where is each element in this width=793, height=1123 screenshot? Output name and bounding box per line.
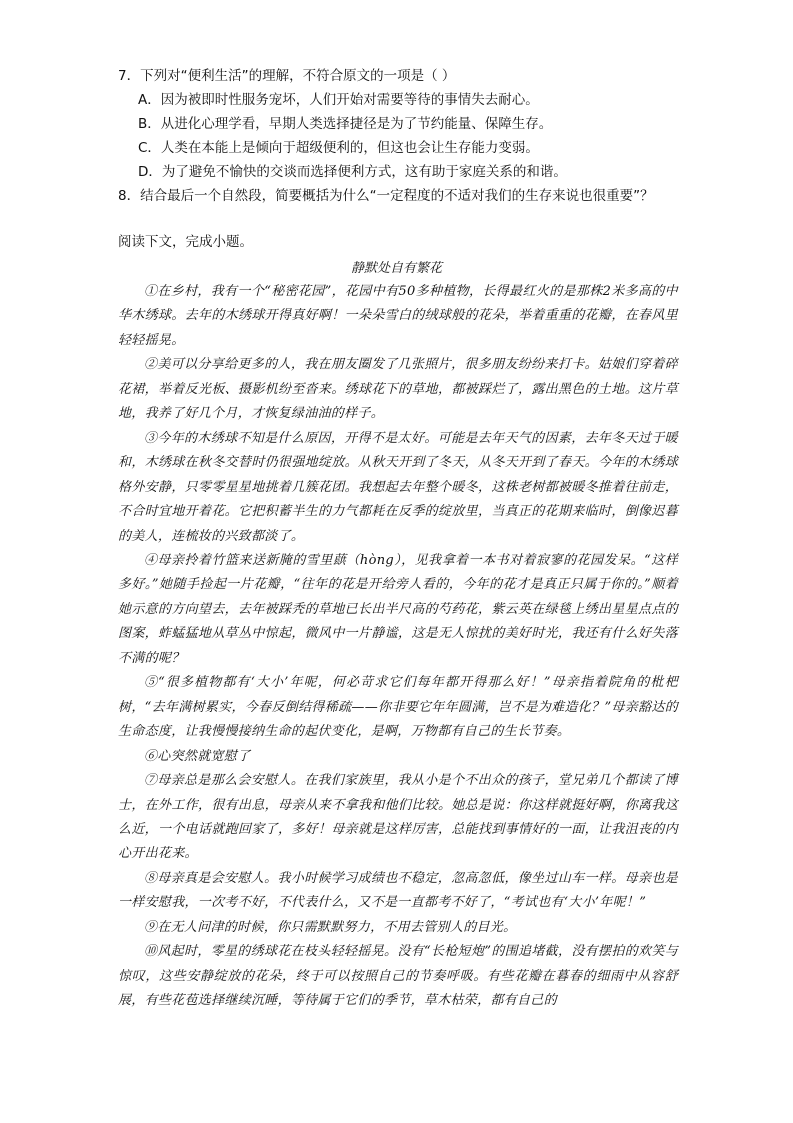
question-7-option-d: D．为了避免不愉快的交谈而选择便利方式，这有助于家庭关系的和谐。 [138, 164, 567, 180]
question-7-option-a: A．因为被即时性服务宠坏，人们开始对需要等待的事情失去耐心。 [138, 92, 539, 108]
article-paragraph-7: ⑦母亲总是那么会安慰人。在我们家族里，我从小是个不出众的孩子，堂兄弟几个都读了博士，在外工作，很有出息，母亲从来不拿我和他们比较。她总是说：你这样就挺好啊，你离我这么近，一个电话就跑回家了，多好！母亲就是这样厉害，总能找到事情好的一面，让我沮丧的内心开出花来。 [118, 773, 678, 862]
article-paragraph-1: ①在乡村，我有一个“秘密花园”，花园中有50多种植物，长得最红火的是那株2米多高的中华木绣球。去年的木绣球开得真好啊！一朵朵雪白的绒球般的花朵，举着重重的花瓣，在春风里轻轻摇晃。 [118, 284, 678, 348]
question-7-option-c: C．人类在本能上是倾向于超级便利的，但这也会让生存能力变弱。 [138, 140, 539, 156]
article-paragraph-10: ⑩风起时，零星的绣球花在枝头轻轻摇晃。没有“长枪短炮”的围追堵截，没有摆拍的欢笑与惊叹，这些安静绽放的花朵，终于可以按照自己的节奏呼吸。有些花瓣在暮春的细雨中从容舒展，有些花苞选择继续沉睡，等待属于它们的季节，草木枯荣，都有自己的 [118, 944, 678, 1009]
question-7-option-b: B．从进化心理学看，早期人类选择捷径是为了节约能量、保障生存。 [138, 116, 553, 132]
article-paragraph-9: ⑨在无人问津的时候，你只需默默努力，不用去管别人的目光。 [144, 919, 517, 935]
reading-instruction: 阅读下文，完成小题。 [118, 234, 253, 250]
article-paragraph-2: ②美可以分享给更多的人，我在朋友圈发了几张照片，很多朋友纷纷来打卡。姑娘们穿着碎花裙，举着反光板、摄影机纷至沓来。绣球花下的草地，都被踩烂了，露出黑色的土地。这片草地，我养了好几个月，才恢复绿油油的样子。 [118, 357, 678, 422]
question-7-stem: 7．下列对“便利生活”的理解，不符合原文的一项是（ ） [118, 68, 456, 84]
article-paragraph-4: ④母亲拎着竹篮来送新腌的雪里蕻（hòng），见我拿着一本书对着寂寥的花园发呆。“这样多好。”她随手捡起一片花瓣，“往年的花是开给旁人看的，今年的花才是真正只属于你的。”顺着她示意的方向望去，去年被踩秃的草地已长出半尺高的芍药花，紫云英在绿毯上绣出星星点点的图案，蚱蜢猛地从草丛中惊起，微风中一片静谧，这是无人惊扰的美好时光，我还有什么好失落不满的呢？ [118, 552, 678, 666]
article-paragraph-5: ⑤“很多植物都有‘大小’年呢，何必苛求它们每年都开得那么好！”母亲指着院角的枇杷树，“去年满树累实，今春反倒结得稀疏——你非要它年年圆满，岂不是为难造化？”母亲豁达的生命态度，让我慢慢接纳生命的起伏变化，是啊，万物都有自己的生长节奏。 [118, 675, 678, 740]
article-paragraph-3: ③今年的木绣球不知是什么原因，开得不是太好。可能是去年天气的因素，去年冬天过于暖和，木绣球在秋冬交替时仍很强地绽放。从秋天开到了冬天，从冬天开到了春天。今年的木绣球格外安静，只零零星星地挑着几簇花团。我想起去年整个暖冬，这株老树都被暖冬推着往前走，不合时宜地开着花。它把积蓄半生的力气都耗在反季的绽放里，当真正的花期来临时，倒像迟暮的美人，连梳妆的兴致都淡了。 [118, 430, 678, 544]
question-8-stem: 8．结合最后一个自然段，简要概括为什么“一定程度的不适对我们的生存来说也很重要”？ [118, 188, 654, 204]
article-body [118, 280, 678, 1014]
article-paragraph-8: ⑧母亲真是会安慰人。我小时候学习成绩也不稳定，忽高忽低，像坐过山车一样。母亲也是一样安慰我，一次考不好，不代表什么，又不是一直都考不好了，“考试也有‘大小’年呢！” [118, 870, 678, 911]
article-title: 静默处自有繁花 [350, 261, 442, 276]
article-paragraph-6: ⑥心突然就宽慰了 [144, 748, 251, 764]
